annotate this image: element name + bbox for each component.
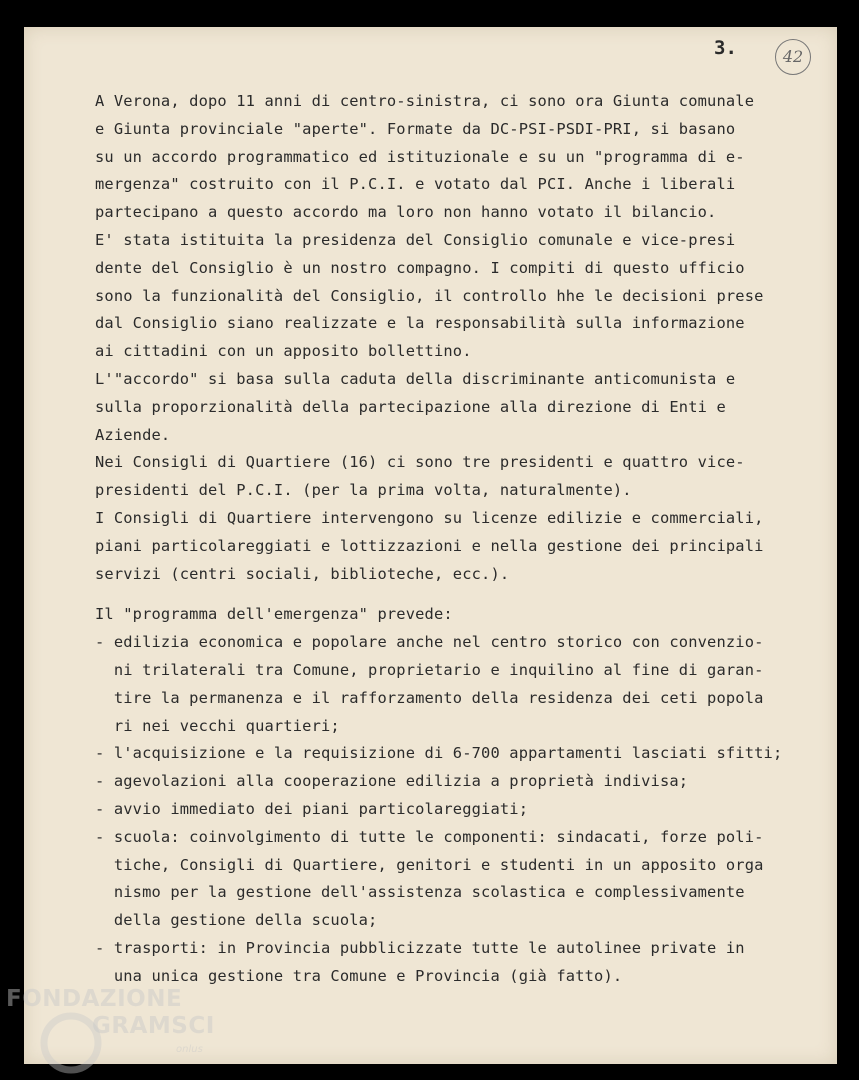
list-item-continuation: tiche, Consigli di Quartiere, genitori e studenti in un apposito orga	[95, 855, 764, 874]
text-line: Nei Consigli di Quartiere (16) ci sono tre presidenti e quattro vice-	[95, 453, 745, 472]
text-line: presidenti del P.C.I. (per la prima volta, naturalmente).	[95, 481, 632, 500]
list-item: - trasporti: in Provincia pubblicizzate tutte le autolinee private in	[95, 938, 745, 957]
list-item: - avvio immediato dei piani particolareggiati;	[95, 799, 529, 818]
list-item-continuation: nismo per la gestione dell'assistenza scolastica e complessivamente	[95, 883, 745, 902]
text-line: sono la funzionalità del Consiglio, il controllo hhe le decisioni prese	[95, 286, 764, 305]
list-item: - scuola: coinvolgimento di tutte le componenti: sindacati, forze poli-	[95, 827, 764, 846]
text-line: sulla proporzionalità della partecipazione alla direzione di Enti e	[95, 397, 726, 416]
list-item: - l'acquisizione e la requisizione di 6-700 appartamenti lasciati sfitti;	[95, 744, 783, 763]
watermark-line2: GRAMSCI	[92, 1013, 215, 1039]
fondazione-gramsci-watermark	[6, 986, 226, 1080]
text-line: L'"accordo" si basa sulla caduta della discriminante anticomunista e	[95, 369, 736, 388]
text-line: servizi (centri sociali, biblioteche, ecc.).	[95, 564, 510, 583]
text-line: E' stata istituita la presidenza del Consiglio comunale e vice-presi	[95, 230, 736, 249]
list-item-continuation: della gestione della scuola;	[95, 911, 378, 930]
list-item-continuation: ri nei vecchi quartieri;	[95, 716, 340, 735]
list-item-continuation: tire la permanenza e il rafforzamento della residenza dei ceti popola	[95, 688, 764, 707]
text-line: su un accordo programmatico ed istituzionale e su un "programma di e-	[95, 147, 745, 166]
text-line: dente del Consiglio è un nostro compagno. I compiti di questo ufficio	[95, 258, 745, 277]
paragraph-gap	[95, 588, 815, 601]
archive-number-stamp: 42	[775, 39, 811, 75]
text-line: A Verona, dopo 11 anni di centro-sinistra, ci sono ora Giunta comunale	[95, 92, 755, 110]
text-line: partecipano a questo accordo ma loro non hanno votato il bilancio.	[95, 203, 717, 222]
list-item: - agevolazioni alla cooperazione edilizia a proprietà indivisa;	[95, 772, 689, 791]
text-line: mergenza" costruito con il P.C.I. e votato dal PCI. Anche i liberali	[95, 175, 736, 194]
list-item-continuation: ni trilaterali tra Comune, proprietario e inquilino al fine di garan-	[95, 660, 764, 679]
text-line: I Consigli di Quartiere intervengono su licenze edilizie e commerciali,	[95, 508, 764, 527]
watermark-line1: FONDAZIONE	[6, 986, 183, 1012]
text-line: piani particolareggiati e lottizzazioni e nella gestione dei principali	[95, 536, 764, 555]
text-line: ai cittadini con un apposito bollettino.	[95, 342, 472, 361]
text-line: Il "programma dell'emergenza" prevede:	[95, 605, 453, 624]
typewritten-body	[95, 88, 815, 991]
list-item-continuation: una unica gestione tra Comune e Provincia (già fatto).	[95, 966, 623, 985]
document-page	[24, 27, 837, 1064]
watermark-line3: onlus	[176, 1044, 203, 1055]
text-line: e Giunta provinciale "aperte". Formate da DC-PSI-PSDI-PRI, si basano	[95, 119, 736, 138]
list-item: - edilizia economica e popolare anche nel centro storico con convenzio-	[95, 633, 764, 652]
text-line: dal Consiglio siano realizzate e la responsabilità sulla informazione	[95, 314, 745, 333]
text-line: Aziende.	[95, 425, 171, 444]
page-number: 3.	[714, 37, 737, 59]
